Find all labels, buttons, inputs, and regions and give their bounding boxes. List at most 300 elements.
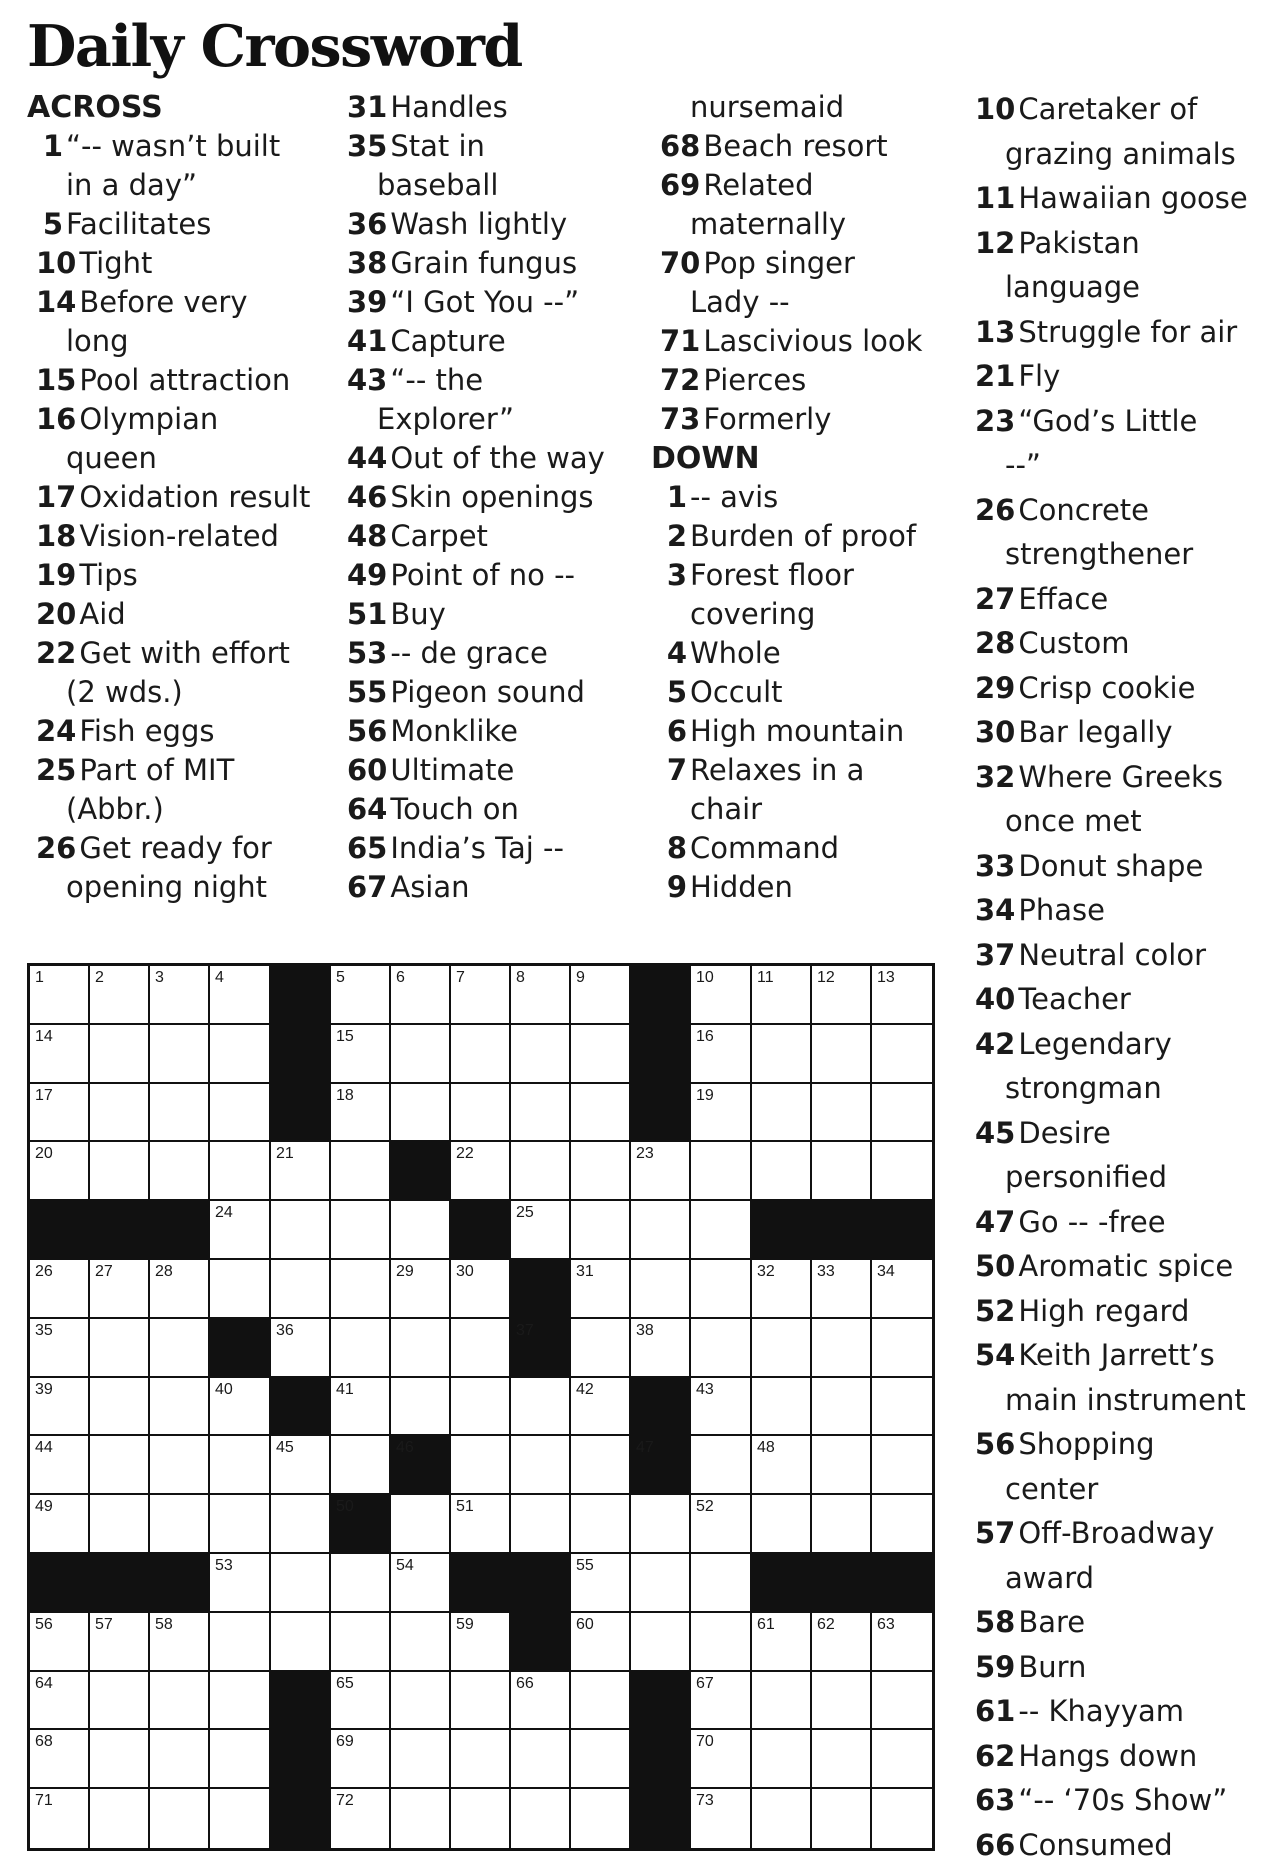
grid-cell[interactable] bbox=[511, 1789, 571, 1848]
grid-cell[interactable] bbox=[691, 1495, 752, 1554]
grid-cell[interactable] bbox=[752, 1730, 812, 1789]
down-clue bbox=[975, 577, 1265, 622]
clue-number: 44 bbox=[347, 441, 388, 475]
clue-number: 38 bbox=[347, 246, 388, 280]
grid-cell[interactable] bbox=[150, 1260, 210, 1319]
grid-cell[interactable] bbox=[451, 1142, 511, 1201]
grid-cell[interactable] bbox=[872, 1789, 932, 1848]
clue-number: 66 bbox=[975, 1827, 1016, 1862]
grid-cell[interactable] bbox=[511, 1672, 571, 1730]
clue-number: 31 bbox=[347, 90, 388, 124]
grid-cell[interactable] bbox=[872, 1142, 932, 1201]
grid-cell[interactable] bbox=[30, 1789, 90, 1848]
clue-text: opening night bbox=[66, 870, 268, 904]
clue-text: personified bbox=[1005, 1160, 1167, 1194]
grid-cell[interactable] bbox=[391, 1554, 451, 1613]
clue-text: Oxidation result bbox=[79, 480, 311, 514]
grid-cell[interactable] bbox=[331, 966, 391, 1025]
grid-cell[interactable] bbox=[872, 1025, 932, 1084]
grid-cell[interactable] bbox=[391, 1084, 451, 1142]
clue-text: Touch on bbox=[390, 792, 519, 826]
grid-cell[interactable] bbox=[812, 1730, 872, 1789]
clue-number: 46 bbox=[347, 480, 388, 514]
clue-number: 54 bbox=[975, 1338, 1016, 1372]
clue-text: Pigeon sound bbox=[390, 675, 585, 709]
grid-cell[interactable] bbox=[872, 1319, 932, 1378]
cell-number: 47 bbox=[636, 1439, 654, 1456]
grid-cell[interactable] bbox=[90, 1025, 150, 1084]
clue-number: 2 bbox=[666, 519, 687, 553]
grid-cell[interactable] bbox=[210, 1436, 271, 1495]
grid-cell[interactable] bbox=[210, 1378, 271, 1436]
clue-text: Teacher bbox=[1018, 982, 1131, 1016]
grid-black-square bbox=[150, 1554, 210, 1613]
grid-cell[interactable] bbox=[150, 1495, 210, 1554]
grid-black-square bbox=[90, 1554, 150, 1613]
clue-number: 37 bbox=[975, 937, 1016, 972]
grid-cell[interactable] bbox=[511, 1142, 571, 1201]
grid-cell[interactable] bbox=[812, 1789, 872, 1848]
grid-cell[interactable] bbox=[210, 1201, 271, 1260]
grid-cell[interactable] bbox=[812, 1495, 872, 1554]
grid-cell[interactable] bbox=[691, 1436, 752, 1495]
grid-cell[interactable] bbox=[331, 1672, 391, 1730]
grid-cell[interactable] bbox=[331, 1789, 391, 1848]
grid-cell[interactable] bbox=[571, 1436, 631, 1495]
grid-cell[interactable] bbox=[571, 1319, 631, 1378]
grid-cell[interactable] bbox=[571, 1554, 631, 1613]
grid-cell[interactable] bbox=[271, 1142, 331, 1201]
grid-cell[interactable] bbox=[30, 1436, 90, 1495]
grid-cell[interactable] bbox=[90, 1260, 150, 1319]
cell-number: 59 bbox=[456, 1616, 474, 1633]
grid-cell[interactable] bbox=[391, 1378, 451, 1436]
grid-cell[interactable] bbox=[90, 1142, 150, 1201]
grid-cell[interactable] bbox=[30, 1142, 90, 1201]
grid-cell[interactable] bbox=[391, 966, 451, 1025]
grid-cell[interactable] bbox=[571, 1025, 631, 1084]
clue-text: Lady -- bbox=[690, 285, 790, 319]
grid-cell[interactable] bbox=[571, 1142, 631, 1201]
clue-text: queen bbox=[66, 441, 157, 475]
clue-text: long bbox=[66, 324, 129, 358]
cell-number: 33 bbox=[817, 1263, 835, 1280]
grid-cell[interactable] bbox=[752, 1672, 812, 1730]
grid-cell[interactable] bbox=[391, 1789, 451, 1848]
clue-text: Legendary bbox=[1018, 1026, 1172, 1061]
clue-text: “-- wasn’t built bbox=[66, 129, 281, 163]
grid-cell[interactable] bbox=[150, 1789, 210, 1848]
clue-text: Vision-related bbox=[79, 519, 279, 553]
page-title: Daily Crossword bbox=[27, 13, 522, 80]
grid-cell[interactable] bbox=[511, 1378, 571, 1436]
grid-cell[interactable] bbox=[150, 1730, 210, 1789]
grid-cell[interactable] bbox=[391, 1672, 451, 1730]
clue-number: 49 bbox=[347, 558, 388, 592]
cell-number: 36 bbox=[276, 1322, 294, 1339]
grid-black-square bbox=[752, 1554, 812, 1613]
grid-cell[interactable] bbox=[511, 1730, 571, 1789]
grid-black-square bbox=[271, 966, 331, 1025]
clue-text: Aid bbox=[79, 597, 126, 631]
clue-text: (Abbr.) bbox=[66, 792, 164, 826]
down-clue bbox=[660, 751, 970, 790]
grid-cell[interactable] bbox=[511, 1436, 571, 1495]
grid-cell[interactable] bbox=[331, 1201, 391, 1260]
grid-cell[interactable] bbox=[210, 1730, 271, 1789]
grid-cell[interactable] bbox=[30, 966, 90, 1025]
clue-text: Consumed bbox=[1018, 1827, 1173, 1862]
grid-cell[interactable] bbox=[30, 1730, 90, 1789]
grid-cell[interactable] bbox=[752, 1378, 812, 1436]
grid-cell[interactable] bbox=[872, 1730, 932, 1789]
grid-cell[interactable] bbox=[752, 1319, 812, 1378]
grid-cell[interactable] bbox=[571, 1084, 631, 1142]
grid-cell[interactable] bbox=[150, 1672, 210, 1730]
grid-cell[interactable] bbox=[571, 1495, 631, 1554]
grid-cell[interactable] bbox=[511, 966, 571, 1025]
grid-cell[interactable] bbox=[271, 1554, 331, 1613]
grid-cell[interactable] bbox=[150, 966, 210, 1025]
cell-number: 13 bbox=[877, 969, 895, 986]
clue-number: 53 bbox=[347, 636, 388, 670]
clue-number: 36 bbox=[347, 207, 388, 241]
grid-cell[interactable] bbox=[812, 1378, 872, 1436]
clue-text: Keith Jarrett’s bbox=[1018, 1338, 1215, 1372]
grid-cell[interactable] bbox=[331, 1436, 391, 1495]
grid-cell[interactable] bbox=[752, 1613, 812, 1672]
grid-cell[interactable] bbox=[331, 1319, 391, 1378]
down-clue bbox=[975, 443, 1265, 488]
grid-cell[interactable] bbox=[812, 1319, 872, 1378]
clue-text: once met bbox=[1005, 804, 1142, 838]
grid-cell[interactable] bbox=[90, 1672, 150, 1730]
grid-cell[interactable] bbox=[872, 966, 932, 1025]
cell-number: 10 bbox=[696, 969, 714, 986]
grid-cell[interactable] bbox=[210, 1613, 271, 1672]
grid-cell[interactable] bbox=[812, 1613, 872, 1672]
down-clue bbox=[975, 1556, 1265, 1601]
grid-cell[interactable] bbox=[271, 1436, 331, 1495]
grid-cell[interactable] bbox=[331, 1554, 391, 1613]
grid-cell[interactable] bbox=[511, 1495, 571, 1554]
grid-cell[interactable] bbox=[691, 1084, 752, 1142]
grid-cell[interactable] bbox=[872, 1672, 932, 1730]
across-clue bbox=[36, 400, 336, 439]
grid-cell[interactable] bbox=[571, 1201, 631, 1260]
crossword-grid bbox=[27, 963, 935, 1851]
grid-cell[interactable] bbox=[30, 1672, 90, 1730]
grid-cell[interactable] bbox=[150, 1436, 210, 1495]
grid-cell[interactable] bbox=[691, 1201, 752, 1260]
grid-cell[interactable] bbox=[752, 1142, 812, 1201]
clue-text: -- de grace bbox=[390, 636, 548, 670]
cell-number: 73 bbox=[696, 1792, 714, 1809]
grid-cell[interactable] bbox=[872, 1084, 932, 1142]
grid-cell[interactable] bbox=[691, 1730, 752, 1789]
grid-cell[interactable] bbox=[331, 1142, 391, 1201]
grid-cell[interactable] bbox=[631, 1142, 691, 1201]
grid-cell[interactable] bbox=[752, 1789, 812, 1848]
cell-number: 62 bbox=[817, 1616, 835, 1633]
grid-cell[interactable] bbox=[631, 1260, 691, 1319]
clue-number: 5 bbox=[666, 675, 687, 709]
grid-cell[interactable] bbox=[812, 1025, 872, 1084]
clue-text: strengthener bbox=[1005, 537, 1194, 571]
grid-cell[interactable] bbox=[391, 1319, 451, 1378]
grid-cell[interactable] bbox=[691, 1378, 752, 1436]
grid-cell[interactable] bbox=[571, 966, 631, 1025]
grid-cell[interactable] bbox=[451, 1730, 511, 1789]
grid-cell[interactable] bbox=[511, 1084, 571, 1142]
down-clue bbox=[975, 1823, 1265, 1868]
clue-number: 47 bbox=[975, 1204, 1016, 1239]
cell-number: 11 bbox=[757, 969, 774, 986]
cell-number: 44 bbox=[35, 1439, 53, 1456]
grid-cell[interactable] bbox=[752, 1025, 812, 1084]
across-clue bbox=[660, 127, 970, 166]
grid-cell[interactable] bbox=[571, 1672, 631, 1730]
clue-text: Stat in bbox=[390, 129, 485, 163]
grid-cell[interactable] bbox=[812, 966, 872, 1025]
clue-text: baseball bbox=[377, 168, 499, 202]
grid-cell[interactable] bbox=[691, 1260, 752, 1319]
down-clue bbox=[660, 634, 970, 673]
grid-cell[interactable] bbox=[451, 1025, 511, 1084]
cell-number: 52 bbox=[696, 1498, 714, 1515]
grid-cell[interactable] bbox=[691, 966, 752, 1025]
grid-cell[interactable] bbox=[451, 1378, 511, 1436]
grid-cell[interactable] bbox=[752, 1495, 812, 1554]
clue-text: High mountain bbox=[690, 714, 905, 748]
grid-cell[interactable] bbox=[631, 1613, 691, 1672]
grid-cell[interactable] bbox=[271, 1260, 331, 1319]
down-clue bbox=[975, 1200, 1265, 1245]
grid-cell[interactable] bbox=[691, 1789, 752, 1848]
grid-cell[interactable] bbox=[631, 1319, 691, 1378]
grid-cell[interactable] bbox=[391, 1025, 451, 1084]
clue-text: Forest floor bbox=[690, 558, 854, 592]
grid-cell[interactable] bbox=[451, 966, 511, 1025]
cell-number: 46 bbox=[396, 1439, 414, 1456]
grid-cell[interactable] bbox=[511, 1025, 571, 1084]
clue-number: 48 bbox=[347, 519, 388, 553]
grid-cell[interactable] bbox=[391, 1201, 451, 1260]
grid-cell[interactable] bbox=[30, 1260, 90, 1319]
grid-cell[interactable] bbox=[30, 1495, 90, 1554]
grid-cell[interactable] bbox=[271, 1613, 331, 1672]
grid-cell[interactable] bbox=[271, 1201, 331, 1260]
grid-cell[interactable] bbox=[150, 1025, 210, 1084]
grid-black-square bbox=[271, 1378, 331, 1436]
grid-cell[interactable] bbox=[511, 1201, 571, 1260]
grid-cell[interactable] bbox=[451, 1319, 511, 1378]
grid-cell[interactable] bbox=[752, 966, 812, 1025]
grid-cell[interactable] bbox=[210, 1025, 271, 1084]
grid-cell[interactable] bbox=[210, 966, 271, 1025]
grid-cell[interactable] bbox=[812, 1436, 872, 1495]
grid-cell[interactable] bbox=[271, 1319, 331, 1378]
across-clue bbox=[36, 673, 336, 712]
clue-text: Carpet bbox=[390, 519, 488, 553]
grid-cell[interactable] bbox=[451, 1495, 511, 1554]
grid-cell[interactable] bbox=[571, 1789, 631, 1848]
grid-cell[interactable] bbox=[331, 1260, 391, 1319]
grid-cell[interactable] bbox=[691, 1142, 752, 1201]
clue-text: Go -- -free bbox=[1018, 1204, 1166, 1239]
clue-number: 65 bbox=[347, 831, 388, 865]
down-clue bbox=[975, 710, 1265, 755]
clue-column-2 bbox=[347, 88, 657, 907]
grid-cell[interactable] bbox=[331, 1084, 391, 1142]
clue-number: 34 bbox=[975, 893, 1016, 927]
grid-cell[interactable] bbox=[812, 1142, 872, 1201]
grid-cell[interactable] bbox=[150, 1319, 210, 1378]
down-clue bbox=[975, 1111, 1265, 1156]
grid-black-square bbox=[752, 1201, 812, 1260]
down-clue bbox=[660, 517, 970, 556]
clue-number: 57 bbox=[975, 1516, 1016, 1550]
clue-text: -- avis bbox=[690, 480, 779, 514]
grid-cell[interactable] bbox=[872, 1495, 932, 1554]
clue-text: --” bbox=[1005, 448, 1041, 482]
grid-cell[interactable] bbox=[30, 1319, 90, 1378]
down-clue bbox=[975, 1244, 1265, 1289]
grid-cell[interactable] bbox=[150, 1378, 210, 1436]
clue-number: 72 bbox=[660, 363, 701, 397]
grid-black-square bbox=[631, 1025, 691, 1084]
grid-cell[interactable] bbox=[691, 1554, 752, 1613]
grid-cell[interactable] bbox=[691, 1319, 752, 1378]
grid-cell[interactable] bbox=[90, 1730, 150, 1789]
grid-cell[interactable] bbox=[571, 1378, 631, 1436]
grid-cell[interactable] bbox=[30, 1613, 90, 1672]
clue-number: 24 bbox=[36, 714, 77, 748]
grid-cell[interactable] bbox=[872, 1378, 932, 1436]
cell-number: 24 bbox=[215, 1204, 233, 1221]
grid-cell[interactable] bbox=[90, 1084, 150, 1142]
grid-cell[interactable] bbox=[210, 1789, 271, 1848]
grid-cell[interactable] bbox=[571, 1730, 631, 1789]
grid-cell[interactable] bbox=[451, 1613, 511, 1672]
grid-cell[interactable] bbox=[150, 1142, 210, 1201]
down-clue bbox=[975, 532, 1265, 577]
grid-cell[interactable] bbox=[812, 1672, 872, 1730]
grid-cell[interactable] bbox=[30, 1025, 90, 1084]
grid-cell[interactable] bbox=[331, 1378, 391, 1436]
down-clue bbox=[975, 354, 1265, 399]
grid-cell[interactable] bbox=[752, 1436, 812, 1495]
grid-cell[interactable] bbox=[150, 1613, 210, 1672]
grid-cell[interactable] bbox=[691, 1025, 752, 1084]
clue-column-4 bbox=[975, 87, 1265, 1867]
grid-cell[interactable] bbox=[872, 1260, 932, 1319]
grid-cell[interactable] bbox=[391, 1730, 451, 1789]
clue-number: 29 bbox=[975, 670, 1016, 705]
grid-cell[interactable] bbox=[872, 1613, 932, 1672]
clue-text: Part of MIT bbox=[79, 753, 235, 787]
grid-cell[interactable] bbox=[90, 1789, 150, 1848]
grid-cell[interactable] bbox=[752, 1084, 812, 1142]
down-clue bbox=[975, 132, 1265, 177]
grid-cell[interactable] bbox=[391, 1260, 451, 1319]
grid-cell[interactable] bbox=[331, 1613, 391, 1672]
clue-text: Desire bbox=[1018, 1115, 1111, 1150]
grid-cell[interactable] bbox=[90, 1495, 150, 1554]
grid-cell[interactable] bbox=[90, 1378, 150, 1436]
grid-cell[interactable] bbox=[331, 1730, 391, 1789]
grid-cell[interactable] bbox=[571, 1613, 631, 1672]
grid-cell[interactable] bbox=[451, 1436, 511, 1495]
down-clue bbox=[975, 888, 1265, 933]
down-clue bbox=[975, 176, 1265, 221]
grid-cell[interactable] bbox=[30, 1378, 90, 1436]
cell-number: 37 bbox=[516, 1322, 534, 1339]
grid-cell[interactable] bbox=[752, 1260, 812, 1319]
grid-cell[interactable] bbox=[631, 1201, 691, 1260]
across-clue bbox=[36, 244, 336, 283]
grid-cell[interactable] bbox=[451, 1789, 511, 1848]
down-clue bbox=[975, 1645, 1265, 1690]
grid-cell[interactable] bbox=[210, 1554, 271, 1613]
grid-cell[interactable] bbox=[331, 1025, 391, 1084]
down-clue bbox=[660, 673, 970, 712]
grid-cell[interactable] bbox=[812, 1084, 872, 1142]
clue-text: Asian bbox=[390, 870, 470, 904]
grid-cell[interactable] bbox=[391, 1495, 451, 1554]
grid-cell[interactable] bbox=[90, 966, 150, 1025]
grid-cell[interactable] bbox=[631, 1554, 691, 1613]
grid-cell[interactable] bbox=[30, 1084, 90, 1142]
across-clue bbox=[36, 361, 336, 400]
grid-cell[interactable] bbox=[451, 1672, 511, 1730]
cell-number: 2 bbox=[95, 969, 104, 986]
clue-number: 70 bbox=[660, 246, 701, 280]
grid-cell[interactable] bbox=[90, 1436, 150, 1495]
across-clue bbox=[36, 868, 336, 907]
cell-number: 30 bbox=[456, 1263, 474, 1280]
grid-cell[interactable] bbox=[872, 1436, 932, 1495]
grid-cell[interactable] bbox=[631, 1495, 691, 1554]
grid-cell[interactable] bbox=[90, 1613, 150, 1672]
across-clue bbox=[347, 673, 657, 712]
grid-cell[interactable] bbox=[451, 1084, 511, 1142]
grid-cell[interactable] bbox=[571, 1260, 631, 1319]
grid-cell[interactable] bbox=[451, 1260, 511, 1319]
grid-cell[interactable] bbox=[210, 1672, 271, 1730]
across-clue bbox=[347, 868, 657, 907]
grid-cell[interactable] bbox=[691, 1672, 752, 1730]
grid-cell[interactable] bbox=[271, 1495, 331, 1554]
grid-cell[interactable] bbox=[210, 1084, 271, 1142]
grid-cell[interactable] bbox=[210, 1495, 271, 1554]
grid-cell[interactable] bbox=[812, 1260, 872, 1319]
cell-number: 16 bbox=[696, 1028, 714, 1045]
grid-cell[interactable] bbox=[150, 1084, 210, 1142]
grid-cell[interactable] bbox=[90, 1319, 150, 1378]
clue-text: Tips bbox=[79, 558, 138, 592]
grid-cell[interactable] bbox=[391, 1613, 451, 1672]
down-clue bbox=[975, 666, 1265, 711]
down-clue bbox=[975, 799, 1265, 844]
clue-text: Get with effort bbox=[79, 636, 290, 670]
grid-cell[interactable] bbox=[691, 1613, 752, 1672]
across-clue bbox=[347, 634, 657, 673]
cell-number: 20 bbox=[35, 1145, 53, 1162]
grid-cell[interactable] bbox=[210, 1260, 271, 1319]
clue-number: 73 bbox=[660, 402, 701, 436]
grid-cell[interactable] bbox=[210, 1142, 271, 1201]
